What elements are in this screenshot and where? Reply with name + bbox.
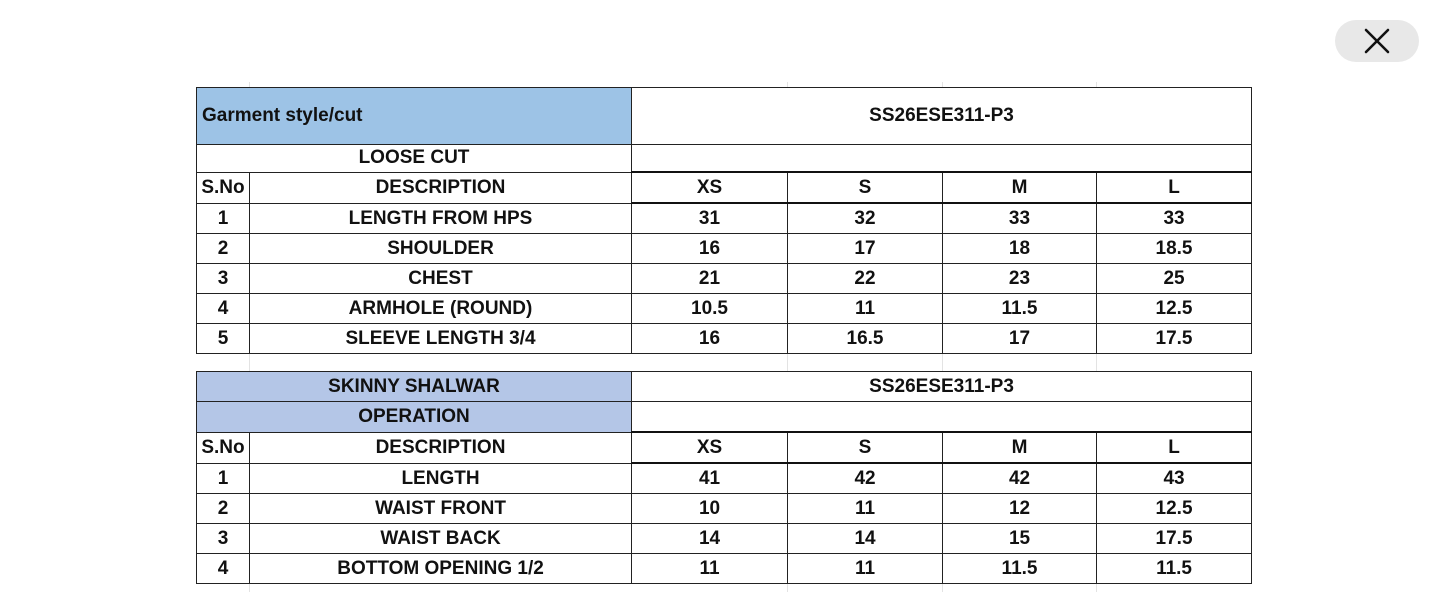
table-row bbox=[197, 294, 1252, 324]
value-s: 42 bbox=[788, 463, 943, 494]
row-sno: 5 bbox=[197, 324, 250, 354]
value-s: 32 bbox=[788, 203, 943, 234]
row-sno: 2 bbox=[197, 234, 250, 264]
value-xs: 21 bbox=[632, 264, 788, 294]
row-sno: 4 bbox=[197, 554, 250, 584]
value-xs: 16 bbox=[632, 234, 788, 264]
table-row bbox=[197, 203, 1252, 234]
row-sno: 2 bbox=[197, 494, 250, 524]
style-code: SS26ESE311-P3 bbox=[632, 372, 1252, 402]
table-row bbox=[197, 494, 1252, 524]
value-s: 11 bbox=[788, 494, 943, 524]
garment-name-label: SKINNY SHALWAR bbox=[197, 372, 632, 402]
value-xs: 14 bbox=[632, 524, 788, 554]
value-s: 16.5 bbox=[788, 324, 943, 354]
row-description: CHEST bbox=[250, 264, 632, 294]
table-row bbox=[197, 554, 1252, 584]
value-xs: 11 bbox=[632, 554, 788, 584]
value-xs: 16 bbox=[632, 324, 788, 354]
row-sno: 3 bbox=[197, 264, 250, 294]
value-m: 17 bbox=[943, 324, 1097, 354]
table-row bbox=[197, 324, 1252, 354]
table-row bbox=[197, 524, 1252, 554]
row-description: ARMHOLE (ROUND) bbox=[250, 294, 632, 324]
value-s: 11 bbox=[788, 554, 943, 584]
value-s: 17 bbox=[788, 234, 943, 264]
loose-cut-spec-table bbox=[196, 87, 1252, 354]
size-header-xs: XS bbox=[632, 432, 788, 463]
row-sno: 3 bbox=[197, 524, 250, 554]
value-l: 12.5 bbox=[1097, 494, 1252, 524]
size-header-m: M bbox=[943, 432, 1097, 463]
row-description: WAIST FRONT bbox=[250, 494, 632, 524]
sno-header: S.No bbox=[197, 172, 250, 203]
value-l: 33 bbox=[1097, 203, 1252, 234]
value-m: 33 bbox=[943, 203, 1097, 234]
value-xs: 31 bbox=[632, 203, 788, 234]
value-s: 11 bbox=[788, 294, 943, 324]
close-button[interactable] bbox=[1335, 20, 1419, 62]
empty-cell bbox=[632, 145, 1252, 173]
size-header-s: S bbox=[788, 432, 943, 463]
row-description: SHOULDER bbox=[250, 234, 632, 264]
close-icon bbox=[1364, 28, 1390, 54]
size-header-s: S bbox=[788, 172, 943, 203]
value-xs: 10.5 bbox=[632, 294, 788, 324]
table-spacer bbox=[196, 354, 1252, 371]
table-row bbox=[197, 264, 1252, 294]
empty-cell bbox=[632, 402, 1252, 433]
row-description: BOTTOM OPENING 1/2 bbox=[250, 554, 632, 584]
value-m: 23 bbox=[943, 264, 1097, 294]
sno-header: S.No bbox=[197, 432, 250, 463]
value-l: 12.5 bbox=[1097, 294, 1252, 324]
size-header-xs: XS bbox=[632, 172, 788, 203]
cut-label: LOOSE CUT bbox=[197, 145, 632, 173]
row-description: LENGTH bbox=[250, 463, 632, 494]
row-description: SLEEVE LENGTH 3/4 bbox=[250, 324, 632, 354]
skinny-shalwar-spec-table bbox=[196, 371, 1252, 584]
value-l: 17.5 bbox=[1097, 324, 1252, 354]
table-row bbox=[197, 234, 1252, 264]
size-header-l: L bbox=[1097, 432, 1252, 463]
value-l: 18.5 bbox=[1097, 234, 1252, 264]
description-header: DESCRIPTION bbox=[250, 172, 632, 203]
size-spec-sheet bbox=[196, 87, 1252, 584]
value-l: 17.5 bbox=[1097, 524, 1252, 554]
value-l: 25 bbox=[1097, 264, 1252, 294]
size-header-m: M bbox=[943, 172, 1097, 203]
row-sno: 1 bbox=[197, 203, 250, 234]
value-s: 14 bbox=[788, 524, 943, 554]
value-m: 11.5 bbox=[943, 554, 1097, 584]
garment-style-label: Garment style/cut bbox=[197, 88, 632, 145]
value-m: 12 bbox=[943, 494, 1097, 524]
value-m: 11.5 bbox=[943, 294, 1097, 324]
row-description: WAIST BACK bbox=[250, 524, 632, 554]
value-xs: 10 bbox=[632, 494, 788, 524]
row-sno: 4 bbox=[197, 294, 250, 324]
description-header: DESCRIPTION bbox=[250, 432, 632, 463]
value-m: 18 bbox=[943, 234, 1097, 264]
value-m: 15 bbox=[943, 524, 1097, 554]
value-l: 43 bbox=[1097, 463, 1252, 494]
table-row bbox=[197, 463, 1252, 494]
style-code: SS26ESE311-P3 bbox=[632, 88, 1252, 145]
size-header-l: L bbox=[1097, 172, 1252, 203]
value-l: 11.5 bbox=[1097, 554, 1252, 584]
operation-label: OPERATION bbox=[197, 402, 632, 433]
value-xs: 41 bbox=[632, 463, 788, 494]
row-description: LENGTH FROM HPS bbox=[250, 203, 632, 234]
value-s: 22 bbox=[788, 264, 943, 294]
row-sno: 1 bbox=[197, 463, 250, 494]
value-m: 42 bbox=[943, 463, 1097, 494]
